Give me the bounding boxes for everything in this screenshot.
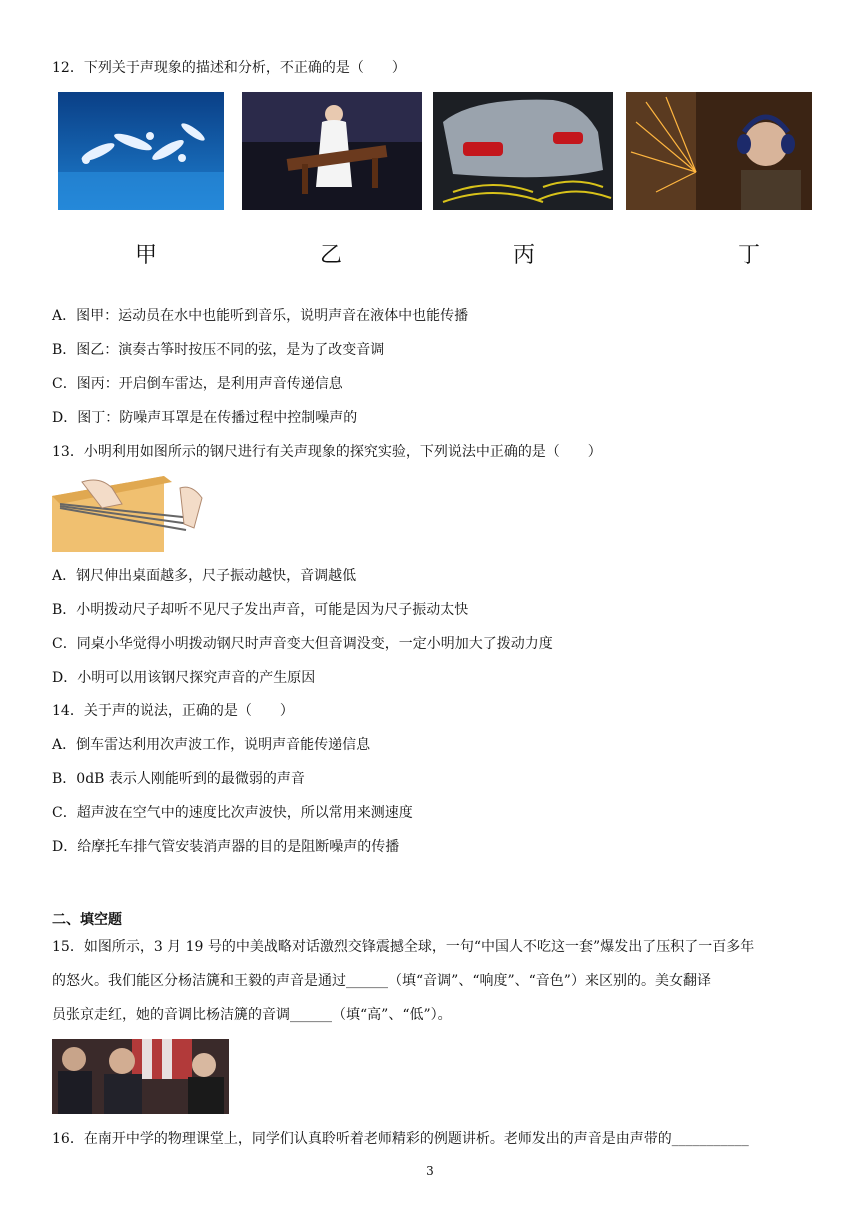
q14-option-d: D．给摩托车排气管安装消声器的目的是阻断噪声的传播 (52, 839, 400, 855)
section-title-fill-blank: 二、填空题 (52, 912, 122, 928)
q12-stem: 12．下列关于声现象的描述和分析，不正确的是（ ） (52, 60, 406, 76)
q12-option-b: B．图乙：演奏古筝时按压不同的弦，是为了改变音调 (52, 342, 385, 358)
caption-jia: 甲 (135, 243, 158, 268)
image-jia-underwater-performers (58, 92, 224, 210)
q14-stem: 14．关于声的说法，正确的是（ ） (52, 703, 294, 719)
q13-option-c: C．同桌小华觉得小明拨动钢尺时声音变大但音调没变，一定小明加大了拨动力度 (52, 636, 553, 652)
q12-option-a: A．图甲：运动员在水中也能听到音乐，说明声音在液体中也能传播 (52, 308, 469, 324)
q13-option-b: B．小明拨动尺子却听不见尺子发出声音，可能是因为尺子振动太快 (52, 602, 469, 618)
image-yi-guzheng-player (242, 92, 422, 210)
page-number: 3 (426, 1164, 434, 1178)
caption-ding: 丁 (738, 243, 761, 268)
q14-option-a: A．倒车雷达利用次声波工作，说明声音能传递信息 (52, 737, 371, 753)
q14-option-b: B．0dB 表示人刚能听到的最微弱的声音 (52, 771, 305, 787)
q12-option-c: C．图丙：开启倒车雷达，是利用声音传递信息 (52, 376, 343, 392)
q14-option-c: C．超声波在空气中的速度比次声波快，所以常用来测速度 (52, 805, 413, 821)
q13-stem: 13．小明利用如图所示的钢尺进行有关声现象的探究实验，下列说法中正确的是（ ） (52, 444, 602, 460)
image-diplomatic-dialogue-photo (52, 1039, 229, 1114)
caption-bing: 丙 (513, 243, 536, 268)
q15-line-3: 员张京走红，她的音调比杨洁篪的音调______（填“高”、“低”）。 (52, 1007, 452, 1023)
image-steel-ruler-experiment (52, 474, 214, 552)
q13-option-d: D．小明可以用该钢尺探究声音的产生原因 (52, 670, 316, 686)
q15-line-2: 的怒火。我们能区分杨洁篪和王毅的声音是通过______（填“音调”、“响度”、“音色”）来区别的。美女翻译 (52, 973, 711, 989)
q16-line: 16．在南开中学的物理课堂上，同学们认真聆听着老师精彩的例题讲析。老师发出的声音是由声带的___________ (52, 1131, 749, 1147)
q12-option-d: D．图丁：防噪声耳罩是在传播过程中控制噪声的 (52, 410, 358, 426)
q13-option-a: A．钢尺伸出桌面越多，尺子振动越快，音调越低 (52, 568, 357, 584)
q15-line-1: 15．如图所示，3 月 19 号的中美战略对话激烈交锋震撼全球，一句“中国人不吃这一套”爆发出了压积了一百多年 (52, 939, 755, 955)
image-bing-car-reversing-radar (433, 92, 613, 210)
image-ding-worker-ear-muffs (626, 92, 812, 210)
caption-yi: 乙 (320, 243, 343, 268)
